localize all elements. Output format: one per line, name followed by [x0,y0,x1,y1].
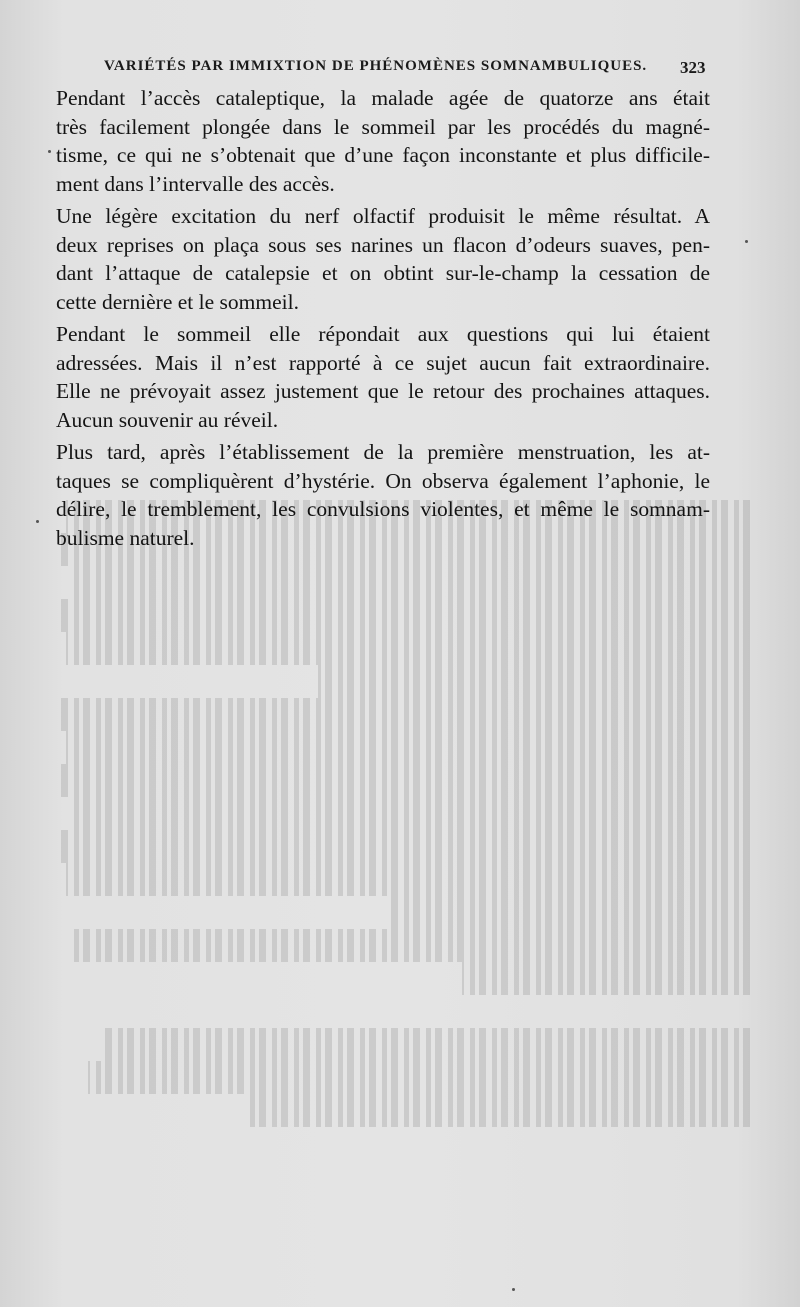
show-through-texture [40,500,760,1200]
text-line: ment dans l’intervalle des accès. [56,171,335,196]
paragraph-4 [56,438,710,552]
running-head: VARIÉTÉS PAR IMMIXTION DE PHÉNOMÈNES SOMNAMBULIQUES. [104,58,648,74]
page-number: 323 [680,58,706,77]
text-line: taques se compliquèrent d’hystérie. On observa également l’aphonie, le [56,468,710,493]
text-line: délire, le tremblement, les convulsions violentes, et même le somnam- [56,497,710,521]
body-text [56,84,710,556]
text-line: Une légère excitation du nerf olfactif produisit le même résultat. A [56,204,710,228]
paper-speck [36,520,39,523]
paper-speck [48,150,51,153]
paper-speck [512,1288,515,1291]
paper-speck [745,240,748,243]
paragraph-3 [56,320,710,434]
text-line: Pendant le sommeil elle répondait aux questions qui lui étaient [56,322,710,346]
text-line: Plus tard, après l’établissement de la première menstruation, les at- [56,440,710,464]
paragraph-1 [56,84,710,198]
paragraph-2 [56,202,710,316]
text-line: Elle ne prévoyait assez justement que le retour des prochaines attaques. [56,379,710,403]
text-line: dant l’attaque de catalepsie et on obtint sur-le-champ la cessation de [56,261,710,285]
text-line: adressées. Mais il n’est rapporté à ce sujet aucun fait extraordinaire. [56,350,710,375]
text-line: deux reprises on plaça sous ses narines un flacon d’odeurs suaves, pen- [56,232,710,257]
text-line: Pendant l’accès cataleptique, la malade agée de quatorze ans était [56,86,710,110]
text-line: très facilement plongée dans le sommeil par les procédés du magné- [56,114,710,139]
text-line: bulisme naturel. [56,525,195,550]
text-line: tisme, ce qui ne s’obtenait que d’une façon inconstante et plus difficile- [56,143,710,167]
text-line: cette dernière et le sommeil. [56,289,299,314]
text-line: Aucun souvenir au réveil. [56,407,279,432]
